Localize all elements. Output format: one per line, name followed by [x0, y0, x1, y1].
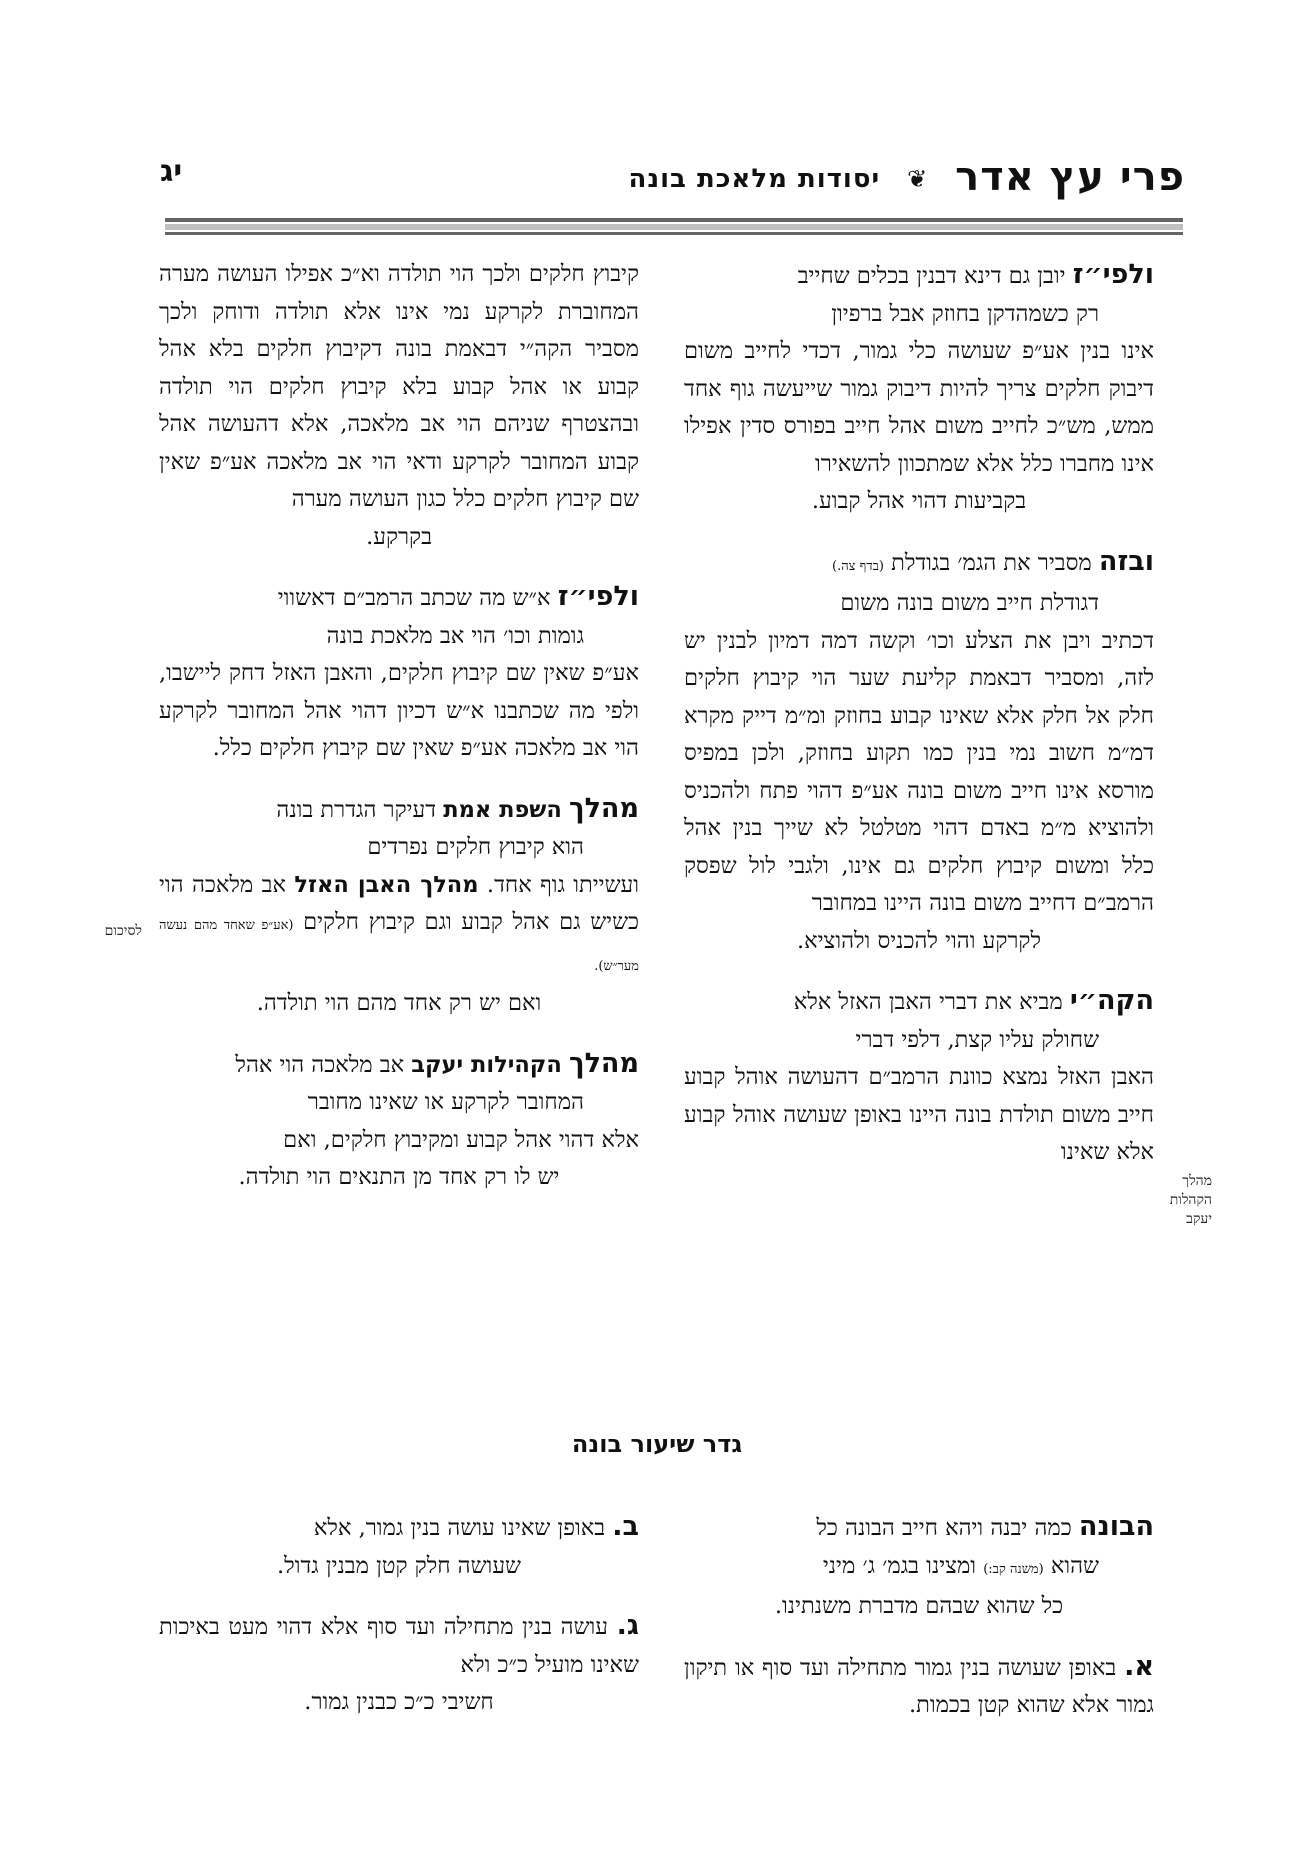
margin-note-line: מהלך — [1182, 1173, 1212, 1189]
paragraph-text: שהוא — [1050, 1552, 1099, 1579]
section-right-column — [684, 1508, 1154, 1747]
paragraph — [159, 790, 639, 1023]
paragraph-lead: מהלך — [568, 1047, 639, 1079]
paragraph-text: יובן גם דינא דבנין בכלים שחייב — [797, 263, 1066, 289]
paragraph-text: בקרקע. — [366, 523, 432, 550]
paragraph-lead-name: הקהילות יעקב — [411, 1051, 562, 1078]
list-item — [159, 1607, 639, 1722]
list-marker: ב. — [612, 1511, 639, 1542]
paragraph-text: המחובר לקרקע או שאינו מחובר — [307, 1089, 584, 1115]
margin-note-line: יעקב — [1186, 1211, 1212, 1227]
paragraph-bold-text: מהלך האבן האזל — [294, 871, 479, 898]
paragraph — [684, 1508, 1154, 1626]
paragraph-text: ואם יש רק אחד מהם הוי תולדה. — [256, 990, 542, 1016]
paragraph — [159, 578, 639, 768]
paragraph — [684, 543, 1154, 961]
paragraph-text: אע״פ שאין שם קיבוץ חלקים, והאבן האזל דחק ליישבו, ולפי מה שכתבנו א״ש דכיון דהוי אהל המחובר לקרקע הוי אב מלאכה אע״פ שאין שם קיבוץ חלקים כלל. — [159, 660, 639, 761]
paragraph-text: דעיקר הגדרת בונה — [276, 796, 437, 823]
paragraph-line — [684, 1548, 1154, 1589]
section-left-column — [159, 1508, 639, 1744]
paragraph-text: דכתיב ויבן את הצלע וכו׳ וקשה דמה דמיון לבנין יש לזה, ומסביר דבאמת קליעת שער הוי קיבוץ חלקים חלק אל חלק אלא שאינו קבוע בחוזק ומ״מ דייק מקרא דמ״מ חשוב נמי בנין כמו תקוע בחוזק, ולכן במפיס מורסא אינו חייב משום בונה אע״פ דהוי פתח ולהכניס ולהוציא מ״מ באדם דהוי מטלטל לא שייך בנין אהל כלל ומשום קיבוץ חלקים גם אינו, ולגבי לול שפסק הרמב״ם דחייב משום בונה היינו במחובר — [684, 627, 1154, 916]
margin-note-line: הקהלות — [1169, 1192, 1212, 1208]
paragraph-text: א״ש מה שכתב הרמב״ם דאשווי — [277, 585, 551, 611]
book-title — [628, 152, 1185, 204]
paragraph-lead-name: השפת אמת — [443, 796, 562, 823]
paragraph-text: באופן שאינו עושה בנין גמור, אלא — [313, 1515, 606, 1541]
paragraph — [684, 256, 1154, 521]
paragraph-text: קיבוץ חלקים ולכך הוי תולדה וא״כ אפילו העושה מערה המחוברת לקרקע נמי אינו אלא תולדה ודוחק ולכך מסביר הקה״י דבאמת בונה דקיבוץ חלקים בלא אהל קבוע או אהל קבוע בלא קיבוץ חלקים הוי תולדה ובהצטרף שניהם הוי אב מלאכה, אלא דהעושה אהל קבוע המחובר לקרקע ודאי הוי אב מלאכה אע״פ שאין שם קיבוץ חלקים כלל כגון העושה מערה — [159, 261, 639, 512]
paragraph-text: כל שהוא שבהם מדברת משנתינו. — [774, 1593, 1064, 1619]
paragraph-text: מביא את דברי האבן האזל אלא — [793, 989, 1063, 1015]
paragraph-text: האבן האזל נמצא כוונת הרמב״ם דהעושה אוהל קבוע חייב משום תולדת בונה היינו באופן שעושה אוהל קבוע אלא שאינו — [684, 1064, 1154, 1165]
chapter-subtitle: יסודות מלאכת בונה — [628, 164, 881, 194]
paragraph-text: גומות וכו׳ הוי אב מלאכת בונה — [326, 622, 584, 649]
paragraph-text: אלא דהוי אהל קבוע ומקיבוץ חלקים, ואם — [283, 1126, 639, 1153]
margin-note-line: לסיכום — [104, 923, 142, 939]
paragraph-lead: ולפי״ז — [557, 581, 639, 612]
paragraph-text: יש לו רק אחד מן התנאים הוי תולדה. — [238, 1164, 560, 1190]
book-title-text: פרי עץ אדר — [955, 154, 1185, 200]
source-reference: (אע״פ שאחד מהם נעשה מער״ש). — [159, 918, 639, 974]
running-header — [160, 152, 1185, 202]
paragraph-text: אב מלאכה הוי אהל — [235, 1051, 405, 1078]
paragraph-lead: מהלך — [568, 792, 639, 824]
paragraph-text: באופן שעושה בנין גמור מתחילה ועד סוף או תיקון גמור אלא שהוא קטן בכמות. — [684, 1654, 1154, 1718]
paragraph — [159, 1045, 639, 1197]
paragraph — [684, 982, 1154, 1172]
paragraph-text: מסביר את הגמ׳ בגודלת — [891, 549, 1092, 576]
margin-note-summary — [92, 922, 142, 941]
paragraph-text: ועשייתו גוף אחד. — [486, 871, 639, 898]
paragraph-text: כמה יבנה ויהא חייב הבונה כל — [816, 1515, 1072, 1541]
paragraph-lead: הקה״י — [1069, 985, 1154, 1016]
paragraph-text: בקביעות דהוי אהל קבוע. — [811, 488, 1027, 514]
paragraph-text: עושה בנין מתחילה ועד סוף אלא דהוי מעט באיכות שאינו מועיל כ״כ ולא — [159, 1614, 639, 1678]
paragraph-lead: הבונה — [1078, 1511, 1154, 1542]
list-marker: ג. — [616, 1610, 639, 1641]
paragraph-lead: ולפי״ז — [1072, 259, 1154, 290]
paragraph-lead: ובזה — [1098, 545, 1154, 577]
header-rule-bottom — [165, 232, 1183, 235]
list-item — [684, 1648, 1154, 1725]
paragraph-text: ומצינו בגמ׳ ג׳ מיני — [822, 1552, 977, 1579]
paragraph-text: שחולק עליו קצת, דלפי דברי — [855, 1026, 1099, 1053]
margin-note-kehilos-yaakov — [1162, 1172, 1212, 1229]
paragraph-text: רק כשמהדקן בחוזק אבל ברפיון — [831, 300, 1099, 327]
paragraph-text: לקרקע והוי להכניס ולהוציא. — [796, 927, 1041, 954]
paragraph-text: אינו בנין אע״פ שעושה כלי גמור, דכדי לחייב משום דיבוק חלקים צריך להיות דיבוק גמור שייעשה גוף אחד ממש, מש״כ לחייב משום אהל חייב בפורס סדין אפילו אינו מחברו כלל אלא שמתכוון להשאירו — [684, 338, 1154, 477]
list-item — [159, 1508, 639, 1585]
paragraph — [159, 256, 639, 556]
source-reference: (משנה קב:) — [983, 1561, 1044, 1577]
section-heading: גדר שיעור בונה — [571, 1430, 743, 1458]
paragraph-text: חשיבי כ״כ כבנין גמור. — [304, 1689, 494, 1715]
right-column — [684, 256, 1154, 1194]
fleuron-ornament-icon: ❦ — [907, 165, 929, 193]
left-column — [159, 256, 639, 1219]
paragraph-text: הוא קיבוץ חלקים נפרדים — [367, 834, 584, 860]
list-marker: א. — [1124, 1650, 1154, 1682]
header-rule-middle — [165, 224, 1183, 230]
paragraph-text: דגודלת חייב משום בונה משום — [840, 590, 1099, 616]
paragraph-text: אב מלאכה הוי כשיש גם אהל קבוע וגם קיבוץ חלקים — [159, 871, 639, 935]
header-rule-top — [165, 218, 1183, 222]
source-reference: (בדף צה.) — [832, 558, 884, 574]
paragraph-text: שעושה חלק קטן מבנין גדול. — [277, 1552, 521, 1579]
page-number: יג — [160, 154, 183, 189]
